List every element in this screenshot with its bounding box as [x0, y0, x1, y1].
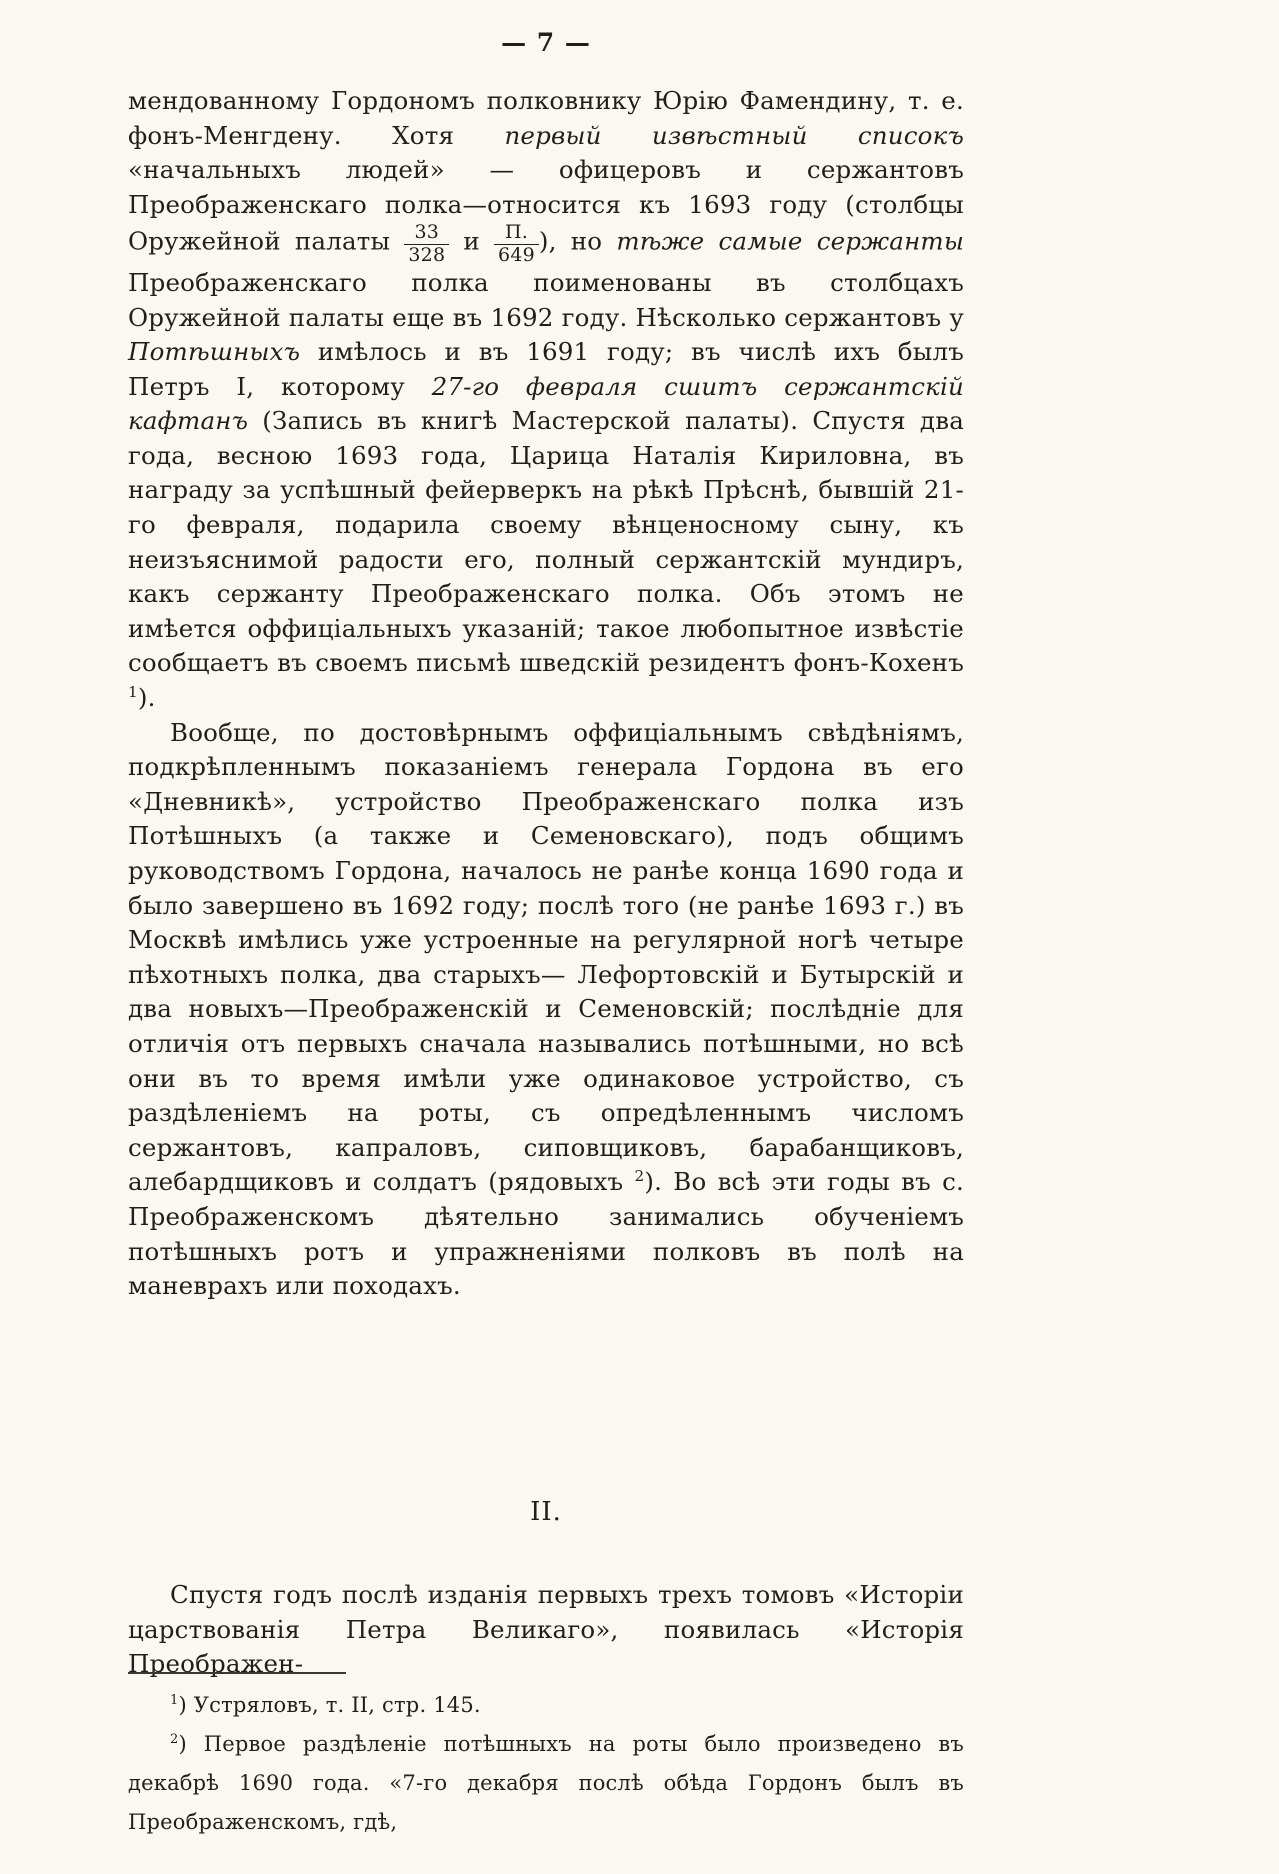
- footnote-marker: 2: [170, 1732, 179, 1747]
- paragraph-continuation: мендованному Гордономъ полковнику Юрію Фамендину, т. е. фонъ-Менгдену. Хотя первый извѣстный списокъ «начальныхъ людей» — офицеровъ и сержантовъ Преображенскаго полка—относится къ 1693 году (столбцы Оружейной палаты $\frac{33}{328}$ и $\frac{П.}{649}$ ), но тѣже самые сержанты Преображенскаго полка поименованы въ столбцахъ Оружейной палаты еще въ 1692 году. Нѣсколько сержантовъ у Потѣшныхъ имѣлось и въ 1691 году; въ числѣ ихъ былъ Петръ I, которому 27-го февраля сшитъ сержантскій кафтанъ (Запись въ книгѣ Мастерской палаты). Спустя два года, весною 1693 года, Царица Наталія Кириловна, въ награду за успѣшный фейерверкъ на рѣкѣ Прѣснѣ, бывшій 21-го февраля, подарила своему вѣнценосному сыну, къ неизъяснимой радости его, полный сержантскій мундиръ, какъ сержанту Преображенскаго полка. Объ этомъ не имѣется оффиціальныхъ указаній; такое любопытное извѣстіе сообщаетъ въ своемъ письмѣ шведскій резидентъ фонъ-Кохенъ $^1$).: [128, 86, 964, 713]
- inline-fraction: $\frac{П.}{649}$: [494, 222, 539, 266]
- footnote-block: [128, 1672, 964, 1842]
- page-number: — 7 —: [501, 28, 591, 57]
- paragraph-second: Вообще, по достовѣрнымъ оффиціальнымъ свѣдѣніямъ, подкрѣпленнымъ показаніемъ генерала Гордона въ его «Дневникѣ», устройство Преображенскаго полка изъ Потѣшныхъ (а также и Семеновскаго), подъ общимъ руководствомъ Гордона, началось не ранѣе конца 1690 года и было завершено въ 1692 году; послѣ того (не ранѣе 1693 г.) въ Москвѣ имѣлись уже устроенные на регулярной ногѣ четыре пѣхотныхъ полка, два старыхъ— Лефортовскій и Бутырскій и два новыхъ—Преображенскій и Семеновскій; послѣдніе для отличія отъ первыхъ сначала назывались потѣшными, но всѣ они въ то время имѣли уже одинаковое устройство, съ раздѣленіемъ на роты, съ опредѣленнымъ числомъ сержантовъ, капраловъ, сиповщиковъ, барабанщиковъ, алебардщиковъ и солдатъ (рядовыхъ $^2$). Во всѣ эти годы въ с. Преображенскомъ дѣятельно занимались обученіемъ потѣшныхъ ротъ и упражненіями полковъ въ полѣ на маневрахъ или походахъ.: [128, 717, 964, 1301]
- footnote-1: $^1$) Устряловъ, т. II, стр. 145.: [170, 1693, 481, 1717]
- footnote-2: $^2$) Первое раздѣленіе потѣшныхъ на роты было произведено въ декабрѣ 1690 года. «7-го декабря послѣ обѣда Гордонъ былъ въ Преображенскомъ, гдѣ,: [128, 1732, 964, 1834]
- main-text-block: [128, 84, 964, 1304]
- footnote-divider: [128, 1672, 346, 1674]
- paragraph-chapter-opening: Спустя годъ послѣ изданія первыхъ трехъ томовъ «Исторіи царствованія Петра Великаго», появилась «Исторія Преображен-: [128, 1580, 964, 1679]
- inline-fraction: $\frac{33}{328}$: [404, 222, 449, 266]
- section-heading: II.: [530, 1497, 562, 1527]
- footnote-marker: 1: [170, 1693, 179, 1708]
- footnote-marker: 2: [634, 1167, 645, 1186]
- footnote-marker: 1: [128, 682, 138, 701]
